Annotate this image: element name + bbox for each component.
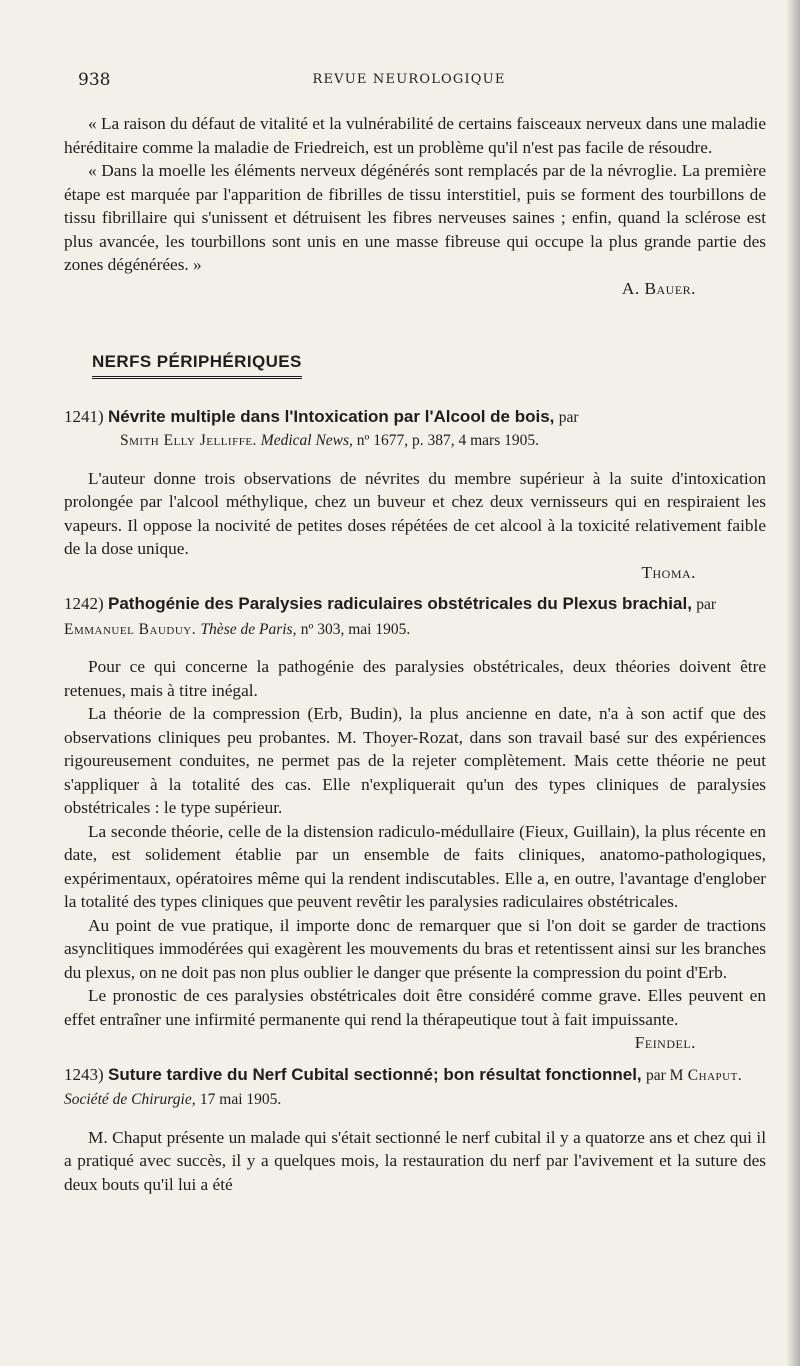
entry-body: Le pronostic de ces paralysies obstétricales doit être considéré comme grave. Elles peuvent en effet entraîner une infirmité permanente qui rend la thérapeutique tout à fait impuissante. bbox=[64, 986, 766, 1029]
page-number: 938 bbox=[78, 70, 111, 90]
entry-ref-par: par bbox=[696, 596, 717, 613]
entry-body: L'auteur donne trois observations de névrites du membre supérieur à la suite d'intoxication prolongée par l'alcool méthylique, chez un buveur et chez deux vernisseurs qui en respiraient les vapeurs. Il oppose la nocivité de petites doses répétées de cet alcool à la toxicité relativement faible de la dose unique. bbox=[64, 468, 766, 558]
entry-body: Pour ce qui concerne la pathogénie des paralysies obstétricales, deux théories doivent être retenues, mais à titre inégal. bbox=[64, 657, 766, 700]
section-heading: NERFS PÉRIPHÉRIQUES bbox=[92, 350, 302, 379]
entry-body: La théorie de la compression (Erb, Budin), la plus ancienne en date, n'a à son actif que des observations cliniques peu probantes. M. Thoyer-Rozat, dans son travail basé sur des expériences rigoureusement conduites, ne permet pas de la rejeter complètement. Mais cette théorie ne peut s'appliquer à la totalité des cas. Elle n'expliquerait qu'un des types cliniques de paralysies obstétricales : le type supérieur. bbox=[64, 704, 766, 817]
entry-ref-par: par M bbox=[646, 1066, 684, 1084]
page-body bbox=[64, 112, 766, 1196]
page-edge-shadow bbox=[786, 0, 800, 1366]
entry-body: M. Chaput présente un malade qui s'était sectionné le nerf cubital il y a quatorze ans et chez qui il a pratiqué avec succès, il y a quelques mois, la restauration du nerf par l'avivement et la suture des deux bouts qu'il lui a été bbox=[64, 1127, 766, 1194]
entry-journal: Société de Chirurgie, bbox=[64, 1091, 196, 1108]
entry-heading-1242 bbox=[64, 592, 766, 641]
signature: Feindel. bbox=[634, 1033, 696, 1052]
entry-author: Smith Elly Jelliffe. bbox=[120, 432, 257, 449]
entry-author: Emmanuel Bauduy. bbox=[64, 620, 197, 638]
running-title: REVUE NEUROLOGIQUE bbox=[312, 72, 506, 87]
entry-number: 1243) bbox=[64, 1064, 104, 1084]
entry-body: La seconde théorie, celle de la distension radiculo-médullaire (Fieux, Guillain), la plus récente en date, est solidement établie par un ensemble de faits cliniques, anatomo-pathologiques, expérimentaux, opératoires même qui la rendent indiscutables. Elle a, en outre, l'avantage d'englober la totalité des types cliniques que peuvent revêtir les paralysies radiculaires obstétricales. bbox=[64, 821, 766, 911]
intro-paragraph: « La raison du défaut de vitalité et la vulnérabilité de certains faisceaux nerveux dans une maladie héréditaire comme la maladie de Friedreich, est un problème qu'il n'est pas facile de résoudre. bbox=[64, 114, 766, 157]
entry-heading-1241 bbox=[64, 405, 766, 430]
entry-title: Suture tardive du Nerf Cubital sectionné; bon résultat fonctionnel, bbox=[108, 1064, 642, 1084]
entry-details: 17 mai 1905. bbox=[199, 1091, 282, 1108]
entry-author: Chaput. bbox=[687, 1066, 743, 1084]
signature: Thoma. bbox=[641, 562, 696, 582]
entry-title: Névrite multiple dans l'Intoxication par l'Alcool de bois, bbox=[108, 406, 555, 426]
signature: A. Bauer. bbox=[621, 278, 696, 298]
entry-heading-1243 bbox=[64, 1063, 766, 1112]
entry-journal: Thèse de Paris, bbox=[200, 620, 297, 638]
entry-ref-par: par bbox=[558, 408, 579, 426]
entry-number: 1242) bbox=[64, 594, 104, 613]
entry-body: Au point de vue pratique, il importe donc de remarquer que si l'on doit se garder de tractions asynclitiques immodérées qui exagèrent les mouvements du bras et retentissent ainsi sur les branches du plexus, on ne doit pas non plus oublier le danger que présente la compression du point d'Erb. bbox=[64, 915, 766, 982]
entry-journal: Medical News, bbox=[260, 432, 353, 449]
entry-reference bbox=[64, 429, 766, 453]
entry-number: 1241) bbox=[64, 406, 104, 426]
entry-details: nº 1677, p. 387, 4 mars 1905. bbox=[356, 432, 539, 449]
intro-paragraph: « Dans la moelle les éléments nerveux dégénérés sont remplacés par de la névroglie. La première étape est marquée par l'apparition de fibrilles de tissu interstitiel, puis se forment des tourbillons de tissu fibrillaire qui s'unissent et détruisent les fibres nerveuses saines ; enfin, quand la sclérose est plus avancée, les tourbillons sont unis en une masse fibreuse qui occupe la plus grande partie des zones dégénérées. » bbox=[64, 161, 766, 274]
page-header bbox=[78, 70, 740, 90]
entry-details: nº 303, mai 1905. bbox=[300, 620, 411, 638]
entry-title: Pathogénie des Paralysies radiculaires obstétricales du Plexus brachial, bbox=[108, 594, 692, 613]
